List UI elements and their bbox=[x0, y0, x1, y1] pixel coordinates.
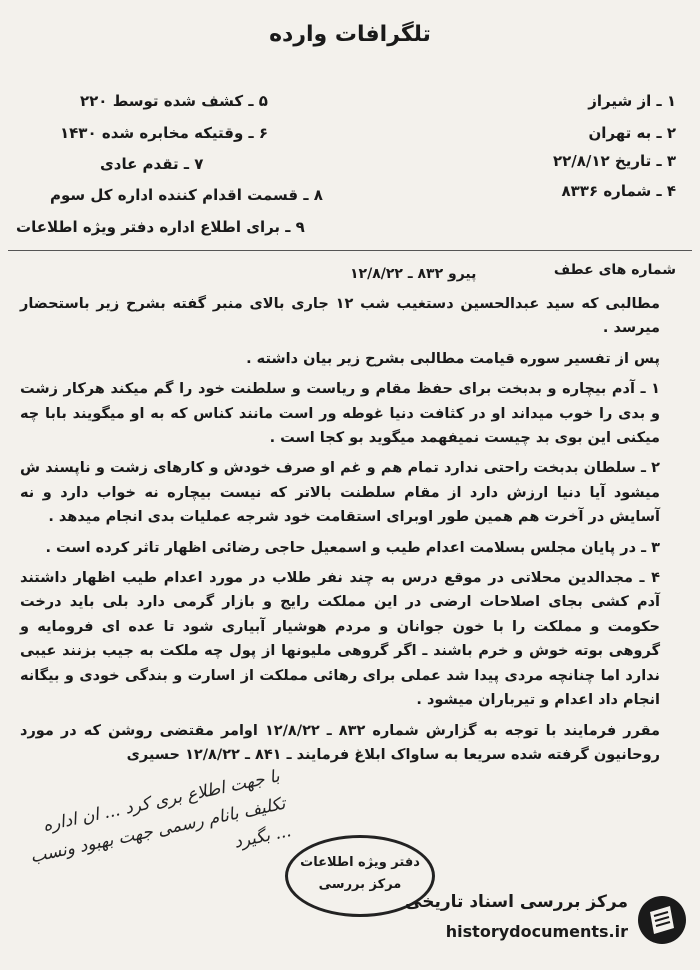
watermark-name: مرکز بررسی اسناد تاریخی bbox=[405, 892, 628, 912]
stamp-line: دفتر ویژه اطلاعات bbox=[300, 855, 420, 870]
body-paragraph: مطالبی که سید عبدالحسین دستغیب شب ۱۲ جاری بالای منبر گفته بشرح زیر باستحضار میرسد . bbox=[20, 296, 660, 337]
body-paragraph: ۱ ـ آدم بیچاره و بدبخت برای حفظ مقام و ریاست و سلطنت خود را گم میکند هرکار زشت و بدی را خوب میداند او در کثافت دنیا غوطه ور است مانند کناس که به او میگویند بابا چه میکنی این بوی بد چیست نمیفهمد میگوید بو کجا است . bbox=[20, 381, 660, 447]
field-action-unit: ۸ ـ قسمت اقدام کننده اداره کل سوم bbox=[50, 186, 323, 204]
handwritten-note: با جهت اطلاع بری کرد ... ان اداره تکلیف بانام رسمی جهت بهبود ونسب ... بگیرد bbox=[28, 766, 294, 868]
field-priority: ۷ ـ تقدم عادی bbox=[100, 155, 204, 173]
field-to: ۲ ـ به تهران bbox=[588, 124, 676, 142]
body-paragraph: پس از تفسیر سوره قیامت مطالبی بشرح زیر بیان داشته . bbox=[246, 350, 660, 367]
field-from: ۱ ـ از شیراز bbox=[588, 92, 676, 110]
field-number: ۴ ـ شماره ۸۳۳۶ bbox=[561, 182, 676, 200]
reference-label: شماره های عطف bbox=[553, 262, 676, 278]
field-date: ۳ ـ تاریخ ۲۲/۸/۱۲ bbox=[552, 152, 676, 170]
field-sent-time: ۶ ـ وقتیکه مخابره شده ۱۴۳۰ bbox=[60, 124, 269, 142]
stamp-line: مرکز بررسی bbox=[318, 877, 402, 892]
header-divider bbox=[8, 250, 692, 251]
watermark-url: historydocuments.ir bbox=[445, 922, 628, 941]
archive-logo-icon bbox=[636, 894, 688, 946]
archive-watermark bbox=[398, 890, 688, 952]
field-for-information: ۹ ـ برای اطلاع اداره دفتر ویژه اطلاعات bbox=[16, 218, 305, 236]
reference-value: پیرو ۸۳۲ ـ ۱۲/۸/۲۲ bbox=[350, 266, 477, 282]
body-paragraph: ۲ ـ سلطان بدبخت راحتی ندارد تمام هم و غم او صرف خودش و کارهای زشت و ناپسند ش میشود آیا دنیا ارزش دارد از مقام سلطنت بالاتر که نیست بیچاره نه خواب دارد و نه آسایش در آخرت هم همین طور اوبرای استقامت خود شرجه عملیات بدی انجام میدهد . bbox=[20, 460, 660, 526]
body-paragraph: ۳ ـ در پایان مجلس بسلامت اعدام طیب و اسمعیل حاجی رضائی اظهار تاثر کرده است . bbox=[45, 539, 660, 556]
telegram-body bbox=[20, 292, 660, 773]
field-decoded-by: ۵ ـ کشف شده توسط ۲۲۰ bbox=[80, 92, 268, 110]
body-paragraph: ۴ ـ مجدالدین محلاتی در موقع درس به چند نفر طلاب در مورد اعدام طیب اظهار داشتند آدم کشی بجای اصلاحات ارضی در این مملکت رایج و بازار گرمی دارد بلی باید درخت حکومت و مملکت را با خون جوانان و مردم هوشیار آبیاری شود تا عده ای فرومایه و گروهی بوته خوش و خرم باشند ـ اگر گروهی ملیونها از پول چه ملکت به جیب بزنند عیبی ندارد اما چنانچه مردی پیدا شد عملی برای رهائی مملکت از اسارت و بندگی خودی و بیگانه انجام داد اعدام و تیرباران میشود . bbox=[20, 570, 660, 709]
body-paragraph: مقرر فرمایند با توجه به گزارش شماره ۸۳۲ ـ ۱۲/۸/۲۲ اوامر مقتضی روشن که در مورد روحانیون گرفته شده سریعا به ساواک ابلاغ فرمایند ـ ۸۴۱ ـ ۱۲/۸/۲۲ حسیری bbox=[20, 722, 661, 763]
document-title: تلگرافات وارده bbox=[269, 22, 431, 47]
